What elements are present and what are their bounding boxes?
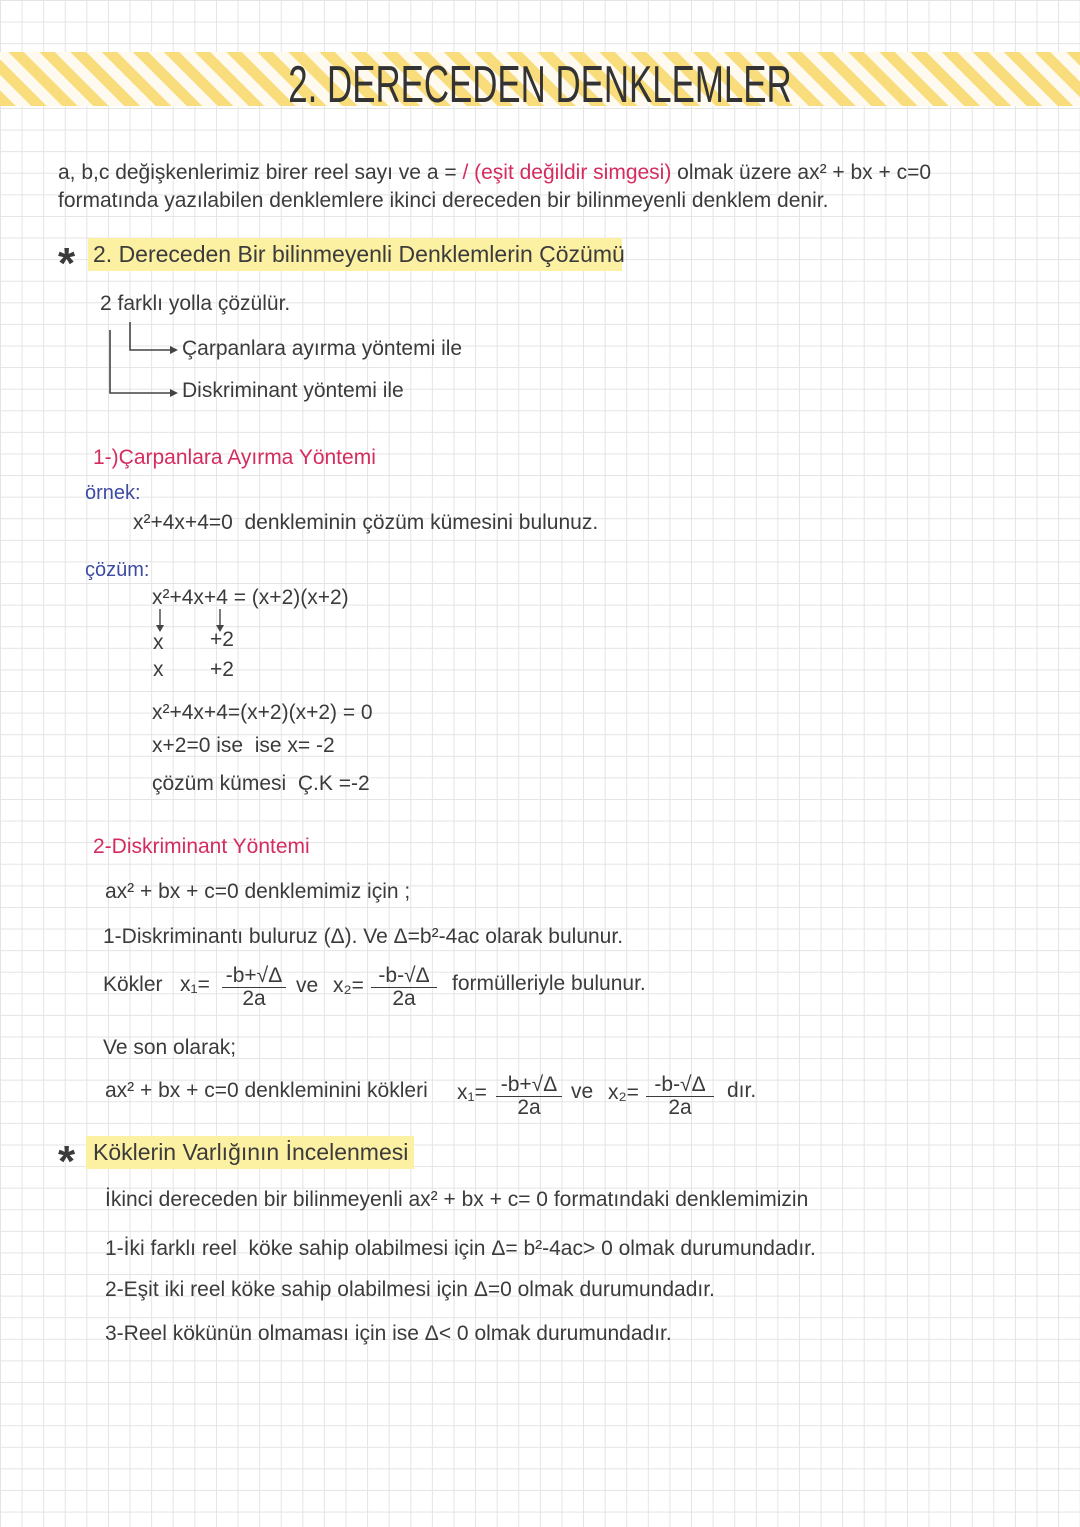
tree-branch-outer	[110, 330, 170, 393]
intro-text-start: a, b,c değişkenlerimiz birer reel sayı ve a =	[58, 161, 463, 184]
factor-row-2-left: x	[153, 658, 164, 681]
factor-row-1-left: x	[153, 631, 164, 654]
existence-case-1: 1-İki farklı reel köke sahip olabilmesi için Δ= b²-4ac> 0 olmak durumundadır.	[105, 1237, 816, 1260]
arrow-right-icon	[170, 389, 178, 397]
factoring-heading: 1-)Çarpanlara Ayırma Yöntemi	[93, 446, 376, 469]
x2-fraction	[371, 965, 437, 1010]
summary-label: ax² + bx + c=0 denkleminini kökleri	[105, 1079, 428, 1102]
discriminant-heading: 2-Diskriminant Yöntemi	[93, 835, 310, 858]
section-heading-existence: Köklerin Varlığının İncelenmesi	[93, 1139, 409, 1165]
x1-denominator: 2a	[242, 987, 266, 1010]
x1-label: x₁=	[180, 973, 210, 996]
x1-numerator: -b+√Δ	[222, 965, 286, 988]
methods-lead: 2 farklı yolla çözülür.	[100, 292, 291, 315]
method-discriminant: Diskriminant yöntemi ile	[182, 379, 404, 402]
arrow-right-icon	[170, 346, 178, 354]
example-question: x²+4x+4=0 denkleminin çözüm kümesini bulunuz.	[133, 511, 599, 534]
x1-fraction	[222, 965, 286, 1010]
section-heading-solving: 2. Dereceden Bir bilinmeyenli Denklemlerin Çözümü	[93, 241, 625, 267]
not-equal-note: / (eşit değildir simgesi)	[462, 161, 672, 184]
example-label: örnek:	[85, 482, 141, 504]
summary-x2-label: x₂=	[608, 1081, 639, 1104]
intro-line-1	[58, 160, 931, 186]
existence-intro: İkinci dereceden bir bilinmeyenli ax² + bx + c= 0 formatındaki denklemimizin	[105, 1188, 809, 1211]
method-factoring: Çarpanlara ayırma yöntemi ile	[182, 337, 463, 360]
x2-denominator: 2a	[392, 987, 416, 1010]
summary-x2-denominator: 2a	[668, 1096, 692, 1119]
summary-suffix: dır.	[727, 1079, 757, 1102]
factored-equation: x²+4x+4=(x+2)(x+2) = 0	[152, 701, 373, 724]
and-word: ve	[296, 974, 319, 997]
summary-x1-numerator: -b+√Δ	[496, 1074, 562, 1097]
page-title: 2. DERECEDEN DENKLEMLER	[288, 56, 792, 114]
summary-x1-label: x₁=	[457, 1081, 487, 1104]
x2-label: x₂=	[333, 974, 364, 997]
intro-line-2: formatında yazılabilen denklemlere ikinci dereceden bir bilinmeyenli denklem denir.	[58, 189, 829, 212]
summary-and-word: ve	[571, 1080, 594, 1103]
summary-x1-fraction	[496, 1074, 562, 1119]
root-step: x+2=0 ise ise x= -2	[152, 734, 335, 757]
method-tree-arrows	[100, 315, 180, 405]
existence-case-2: 2-Eşit iki reel köke sahip olabilmesi için Δ=0 olmak durumundadır.	[105, 1278, 715, 1301]
roots-label: Kökler	[103, 973, 163, 996]
summary-x1-denominator: 2a	[517, 1096, 541, 1119]
asterisk-bullet-icon: *	[58, 1137, 76, 1186]
discriminant-step-1: 1-Diskriminantı buluruz (Δ). Ve Δ=b²-4ac olarak bulunur.	[103, 925, 624, 948]
factor-row-1-right: +2	[210, 628, 234, 651]
roots-suffix: formülleriyle bulunur.	[452, 972, 646, 995]
tree-branch-inner	[130, 322, 170, 350]
factor-row-2-right: +2	[210, 658, 234, 681]
factored-expression: x²+4x+4 = (x+2)(x+2)	[152, 586, 349, 609]
x2-numerator: -b-√Δ	[371, 965, 437, 988]
solution-set: çözüm kümesi Ç.K =-2	[152, 772, 370, 795]
existence-case-3: 3-Reel kökünün olmaması için ise Δ< 0 olmak durumundadır.	[105, 1322, 672, 1345]
summary-x2-numerator: -b-√Δ	[646, 1074, 714, 1097]
asterisk-bullet-icon: *	[58, 239, 76, 288]
discriminant-equation-line: ax² + bx + c=0 denklemimiz için ;	[105, 880, 411, 903]
finally-text: Ve son olarak;	[103, 1036, 237, 1059]
summary-x2-fraction	[646, 1074, 714, 1119]
intro-text-end: olmak üzere ax² + bx + c=0	[671, 161, 932, 184]
solution-label: çözüm:	[85, 559, 150, 581]
